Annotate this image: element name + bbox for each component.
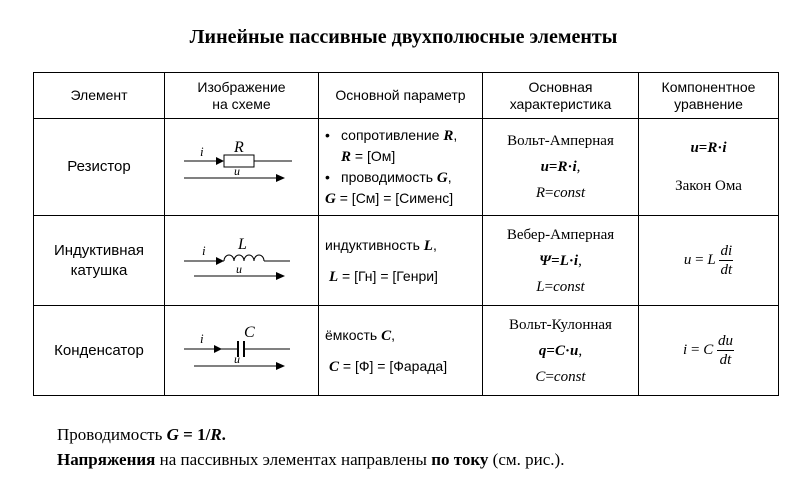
resistor-current-label: i: [199, 144, 204, 159]
resistor-characteristic: Вольт-Амперная u=R·i, R=const: [483, 119, 639, 216]
inductor-characteristic: Вебер-Амперная Ψ=L·i, L=const: [483, 216, 639, 306]
capacitor-voltage-label: u: [233, 351, 240, 366]
inductor-condition: L=const: [536, 278, 585, 295]
resistor-equation: [639, 119, 779, 216]
capacitor-derivative: $\frac{du}{dt}$: [717, 333, 733, 368]
header-image-line1: Изображение: [197, 78, 286, 95]
header-image-line2: на схеме: [212, 95, 271, 112]
capacitor-symbol-cell: [165, 306, 319, 396]
resistor-relation: u=R·i,: [540, 159, 581, 175]
elements-table: [33, 72, 779, 396]
element-name-resistor: Резистор: [34, 119, 165, 216]
inductor-current-label: i: [201, 242, 206, 258]
capacitor-element-label: C: [243, 323, 255, 341]
header-image: [165, 73, 319, 119]
ohm-equation: u=R·i: [690, 140, 727, 156]
ohm-law-label: Закон Ома: [675, 178, 742, 194]
table-row-capacitor: [34, 306, 779, 396]
header-characteristic: [483, 73, 639, 119]
capacitor-relation: q=C·u,: [538, 342, 583, 359]
header-element: Элемент: [34, 73, 165, 119]
header-eq-line2: уравнение: [674, 95, 743, 112]
capacitor-equation: i = C $\frac{du}{dt}$: [639, 306, 779, 396]
header-char-line1: Основная: [528, 78, 593, 95]
capacitor-characteristic: Вольт-Кулонная q=C·u, C=const: [483, 306, 639, 396]
inductor-element-label: L: [237, 235, 247, 253]
header-parameter: Основной параметр: [319, 73, 483, 119]
header-equation: [639, 73, 779, 119]
resistance-bullet: • сопротивление R,: [325, 127, 458, 144]
resistor-symbol-icon: [172, 137, 312, 197]
inductor-voltage-label: u: [235, 261, 242, 276]
element-name-capacitor: Конденсатор: [34, 306, 165, 396]
table-row-inductor: [34, 216, 779, 306]
capacitor-condition: C=const: [535, 368, 586, 385]
footer-voltage-note: Напряжения на пассивных элементах направлены по току (см. рис.).: [57, 450, 565, 469]
capacitor-current-label: i: [199, 330, 204, 346]
inductor-relation: Ψ=L·i,: [539, 252, 582, 269]
inductor-derivative: $\frac{di}{dt}$: [720, 243, 733, 278]
resistor-element-label: R: [233, 139, 244, 156]
inductor-parameter: индуктивность L, L = [Гн] = [Генри]: [319, 216, 483, 306]
element-name-inductor: Индуктивная катушка: [34, 216, 165, 306]
inductor-symbol-icon: [172, 231, 312, 291]
header-char-line2: характеристика: [509, 95, 612, 112]
footer-conductance: Проводимость G = 1/R.: [57, 425, 226, 444]
capacitor-symbol-icon: [172, 321, 312, 381]
capacitor-parameter: ёмкость C, C = [Ф] = [Фарада]: [319, 306, 483, 396]
table-row-resistor: [34, 119, 779, 216]
table-header-row: [34, 73, 779, 119]
resistor-symbol-cell: [165, 119, 319, 216]
inductor-symbol-cell: [165, 216, 319, 306]
resistor-voltage-label: u: [233, 164, 240, 178]
page-title: Линейные пассивные двухполюсные элементы: [189, 26, 618, 48]
conductance-bullet: • проводимость G,: [325, 169, 452, 186]
resistor-parameter: • сопротивление R, R = [Ом] • проводимость G, G = [См] = [Сименс]: [319, 119, 483, 216]
header-eq-line1: Компонентное: [661, 78, 756, 95]
inductor-equation: u = L $\frac{di}{dt}$: [639, 216, 779, 306]
resistor-condition: R=const: [535, 185, 586, 201]
